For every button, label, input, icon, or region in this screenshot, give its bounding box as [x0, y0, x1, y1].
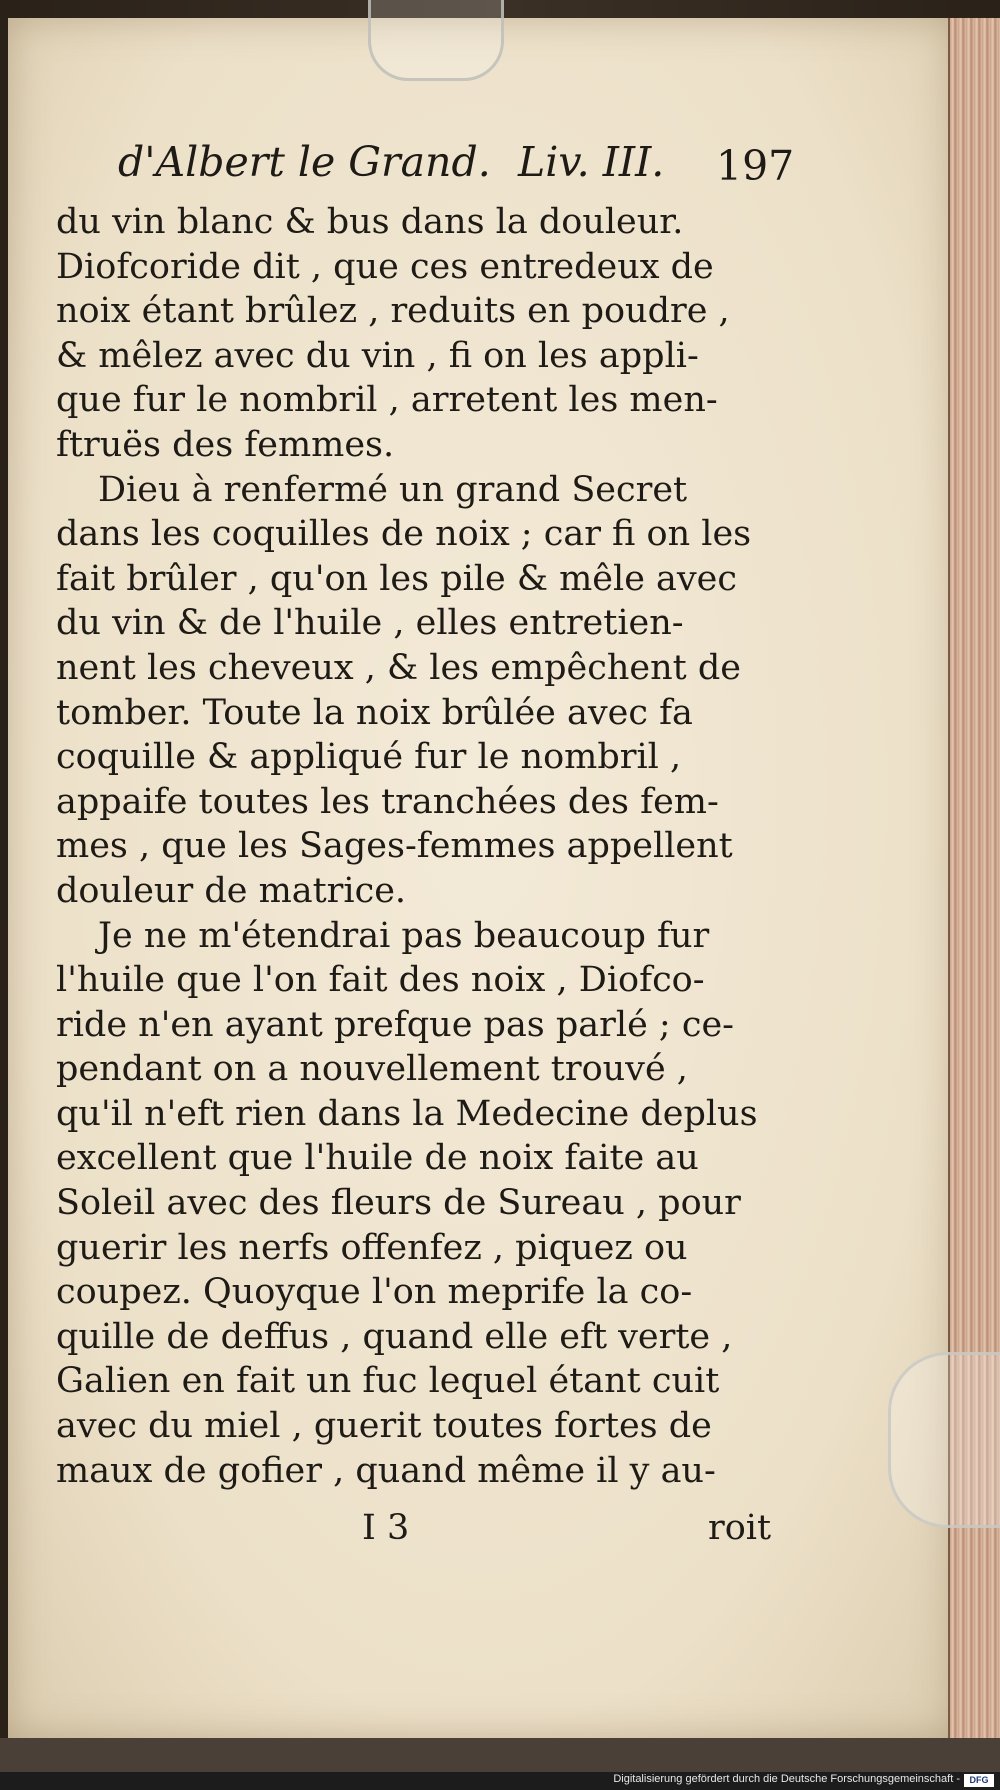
text-line: Dieu à renfermé un grand Secret	[98, 469, 688, 510]
text-line: nent les cheveux , & les empêchent de	[56, 647, 741, 688]
text-line: du vin blanc & bus dans la douleur.	[56, 202, 684, 242]
text-line: coquille & appliqué fur le nombril ,	[56, 737, 682, 778]
glass-clip-right	[888, 1352, 1000, 1528]
text-line: douleur de matrice.	[56, 870, 407, 911]
text-line: quille de deffus , quand elle eft verte ,	[56, 1316, 733, 1357]
digitization-notice: Digitalisierung gefördert durch die Deutsche Forschungsgemeinschaft -	[613, 1773, 960, 1785]
catchword: roit	[708, 1508, 772, 1548]
text-line: avec du miel , guerit toutes fortes de	[56, 1406, 712, 1447]
text-line: fait brûler , qu'on les pile & mêle avec	[56, 558, 737, 599]
text-line: Je ne m'étendrai pas beaucoup fur	[98, 915, 710, 956]
book-number: Liv. III.	[518, 138, 665, 186]
glass-clip-top	[368, 0, 504, 81]
signature-mark: I 3	[362, 1508, 410, 1548]
body-text	[56, 200, 796, 1493]
running-header	[118, 138, 798, 198]
text-line: tomber. Toute la noix brûlée avec fa	[56, 692, 693, 733]
scan-bottom-strip	[0, 1738, 1000, 1772]
text-line: l'huile que l'on fait des noix , Diofco-	[56, 960, 705, 1001]
text-line: Diofcoride dit , que ces entredeux de	[56, 246, 714, 287]
text-line: que fur le nombril , arretent les men-	[56, 380, 718, 421]
page-number: 197	[716, 142, 795, 190]
text-line: mes , que les Sages-femmes appellent	[56, 826, 733, 867]
running-title: d'Albert le Grand.	[118, 138, 491, 186]
text-line: noix étant brûlez , reduits en poudre ,	[56, 291, 730, 332]
text-line: coupez. Quoyque l'on meprife la co-	[56, 1272, 693, 1313]
text-line: Galien en fait un fuc lequel étant cuit	[56, 1361, 720, 1402]
text-line: excellent que l'huile de noix faite au	[56, 1138, 699, 1179]
text-line: qu'il n'eft rien dans la Medecine deplus	[56, 1093, 758, 1134]
text-line: guerir les nerfs offenfez , piquez ou	[56, 1227, 688, 1268]
text-line: dans les coquilles de noix ; car fi on les	[56, 514, 752, 555]
text-line: ride n'en ayant prefque pas parlé ; ce-	[56, 1004, 734, 1045]
text-line: pendant on a nouvellement trouvé ,	[56, 1049, 688, 1090]
text-line: Soleil avec des fleurs de Sureau , pour	[56, 1183, 741, 1224]
text-line: appaife toutes les tranchées des fem-	[56, 781, 719, 822]
text-line: du vin & de l'huile , elles entretien-	[56, 603, 684, 644]
text-line: & mêlez avec du vin , fi on les appli-	[56, 335, 699, 376]
text-line: ftruës des femmes.	[56, 424, 395, 465]
dfg-logo: DFG	[964, 1774, 994, 1787]
text-line: maux de gofier , quand même il y au-	[56, 1450, 716, 1491]
